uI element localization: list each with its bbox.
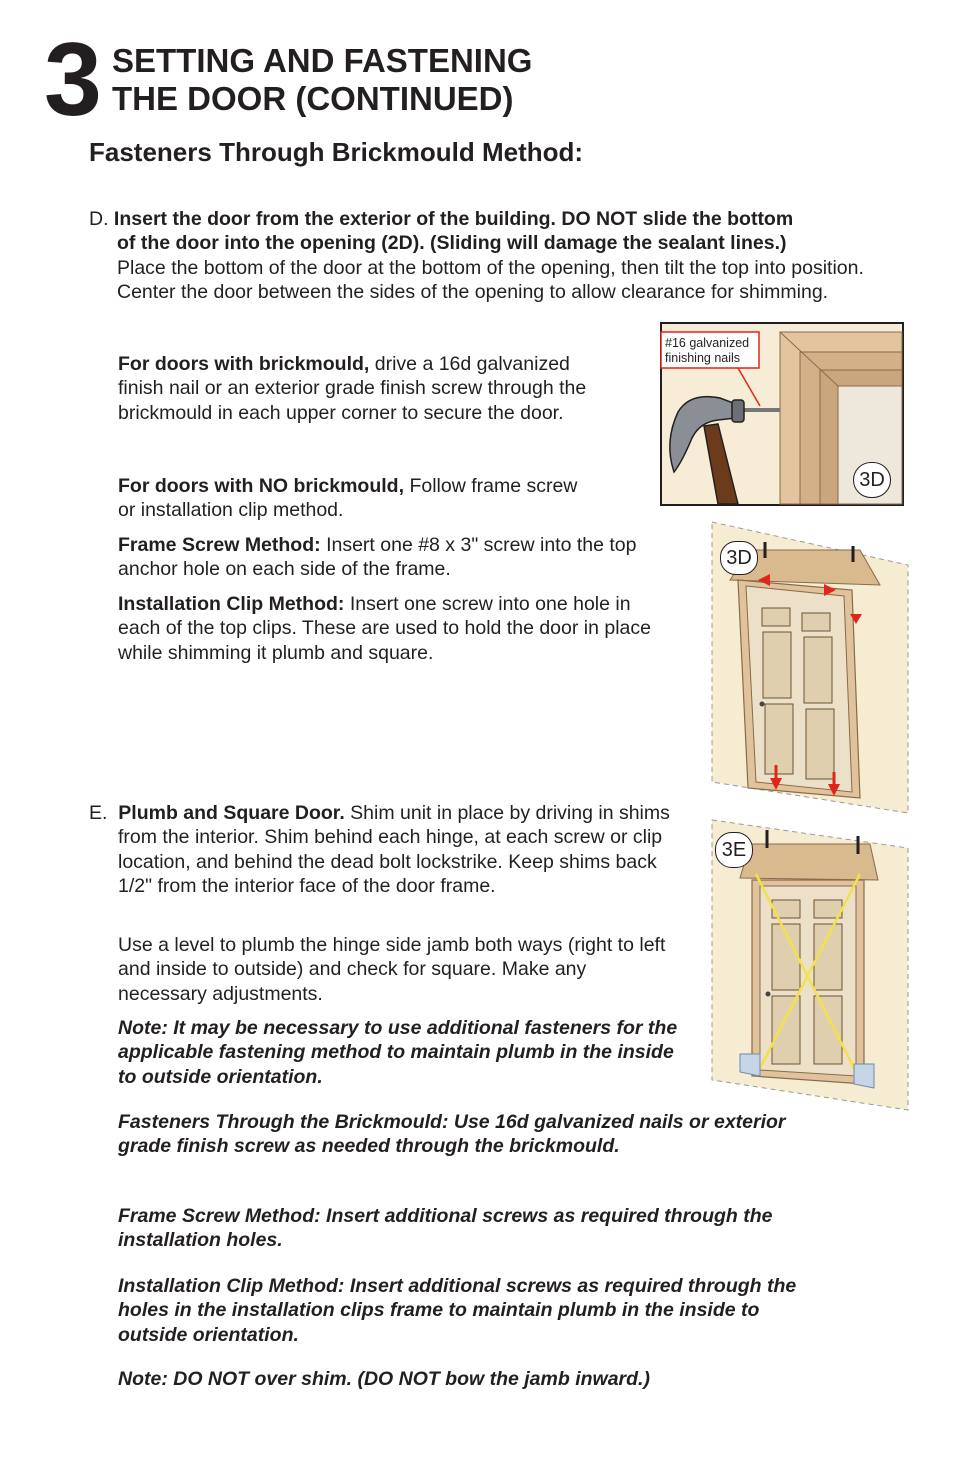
figure-tilt-door	[710, 520, 910, 815]
title-line-1: SETTING AND FASTENING	[112, 42, 533, 79]
note-additional-fasteners: Note: It may be necessary to use additional fasteners for the applicable fastening method to maintain plumb in the inside to outside orientation.	[118, 1017, 678, 1088]
figure-label-3d-nail: 3D	[853, 462, 891, 498]
step-e-letter: E.	[89, 802, 108, 824]
level-paragraph: Use a level to plumb the hinge side jamb both ways (right to left and inside to outside) and check for square. Make any necessary adjustments.	[118, 934, 666, 1005]
note-frame-screw: Frame Screw Method: Insert additional screws as required through the installation holes.	[118, 1205, 773, 1252]
step-d-intro	[89, 207, 909, 304]
callout-line-1: #16 galvanized	[665, 336, 750, 350]
page-title	[112, 42, 532, 118]
brickmould-paragraph	[118, 352, 588, 425]
no-brickmould-label: For doors with NO brickmould,	[118, 475, 405, 497]
brickmould-text: drive a 16d galvanized finish nail or an exterior grade finish screw through the brickmould in each upper corner to secure the door.	[118, 353, 587, 424]
note-over-shim: Note: DO NOT over shim. (DO NOT bow the jamb inward.)	[118, 1368, 650, 1390]
step-number: 3	[44, 22, 100, 138]
clip-label: Installation Clip Method:	[118, 593, 345, 615]
step-e-label: Plumb and Square Door.	[118, 802, 345, 824]
clip-text: Insert one screw into one hole in each of the top clips. These are used to hold the door in place while shimming it plumb and square.	[118, 593, 651, 664]
figure-nail-brickmould	[660, 322, 904, 506]
note-installation-clip: Installation Clip Method: Insert additional screws as required through the holes in the installation clips frame to maintain plumb in the inside to outside orientation.	[118, 1275, 797, 1346]
step-e-paragraph	[89, 801, 679, 898]
step-d-bold-1: Insert the door from the exterior of the building. DO NOT slide the bottom	[113, 208, 794, 230]
frame-screw-text: Insert one #8 x 3" screw into the top anchor hole on each side of the frame.	[118, 534, 637, 581]
section-title: Fasteners Through Brickmould Method:	[89, 137, 584, 167]
step-d-letter: D.	[89, 208, 109, 230]
step-e-text: Shim unit in place by driving in shims from the interior. Shim behind each hinge, at each screw or clip location, and behind the dead bolt lockstrike. Keep shims back 1/2" from the interior face of the door frame.	[118, 802, 670, 897]
note-brickmould: Fasteners Through the Brickmould: Use 16d galvanized nails or exterior grade finish screw as needed through the brickmould.	[118, 1111, 786, 1158]
brickmould-label: For doors with brickmould,	[118, 353, 370, 375]
figure-square-door	[710, 818, 910, 1112]
step-d-text: Place the bottom of the door at the bottom of the opening, then tilt the top into position. Center the door between the sides of the opening to allow clearance for shimming.	[117, 256, 864, 303]
no-brickmould-text: Follow frame screw or installation clip method.	[118, 475, 578, 522]
frame-screw-label: Frame Screw Method:	[118, 534, 321, 556]
title-line-2: THE DOOR (CONTINUED)	[112, 80, 514, 117]
frame-screw-paragraph	[118, 533, 673, 582]
callout-line-2: finishing nails	[665, 351, 741, 365]
step-d-bold-2: of the door into the opening (2D). (Sliding will damage the sealant lines.)	[117, 232, 787, 255]
no-brickmould-paragraph	[118, 474, 588, 523]
figure-label-3d-tilt: 3D	[720, 541, 758, 575]
nail-callout	[665, 336, 749, 366]
figure-label-3e: 3E	[715, 832, 753, 868]
clip-paragraph	[118, 592, 673, 665]
